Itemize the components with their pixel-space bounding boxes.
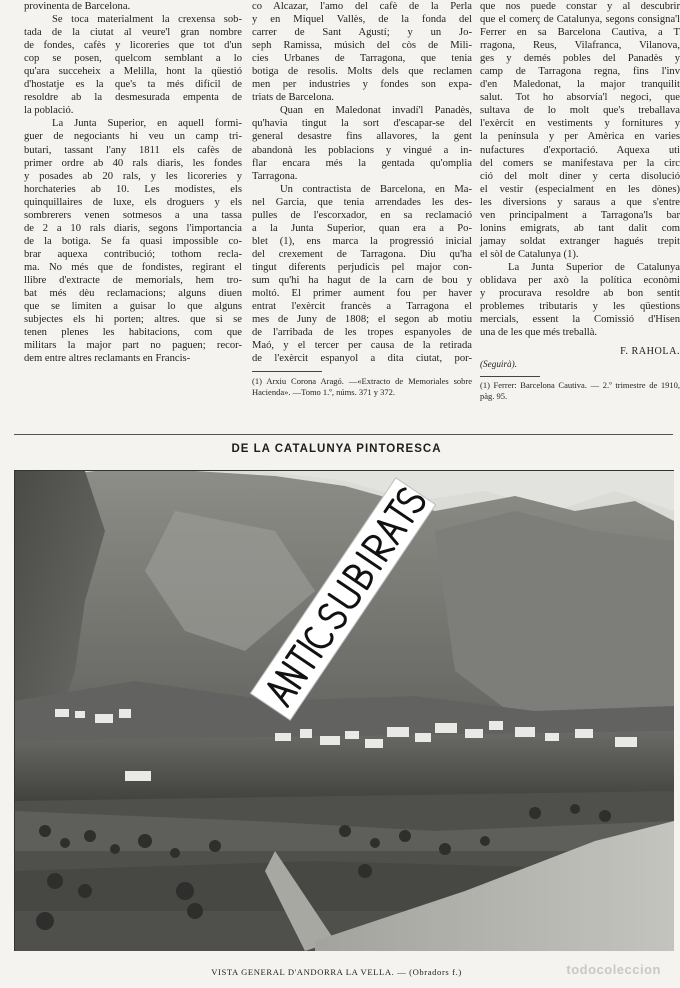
- text-line: pulles de l'escorxador, en sa reclamació: [252, 209, 472, 221]
- text-line: llibre d'extracte de memorials, hem tro-: [24, 274, 242, 286]
- text-line: seph Ramissa, músich del còs de Mili-: [252, 40, 472, 52]
- text-line: del comers se manifestava per la circ: [480, 157, 680, 169]
- text-line: brar aquexa contribució; tothom recla-: [24, 248, 242, 260]
- text-line: de l'arribada de les tropes espanyoles de: [252, 327, 472, 339]
- text-line: butari, tassant l'any 1811 els cafès de: [24, 144, 242, 156]
- text-line: tingut diferents perjudicis pel major con-: [252, 261, 472, 273]
- text-line: provinenta de Barcelona.: [24, 1, 131, 12]
- footnote: (1) Arxiu Corona Aragó. —«Extracto de Memoriales sobre Hacienda». —Tomo 1.º, núms. 371 y 372.: [252, 376, 472, 398]
- text-line: horchateries ab 10. Les modistes, els: [24, 183, 242, 195]
- text-line: problemes tributaris y les qüestions: [480, 301, 680, 313]
- text-line: cies Urbanes de Tarragona, que tenia: [252, 53, 472, 65]
- text-line: l'exèrcit en vestiments y fornitures y: [480, 118, 680, 130]
- text-line: Maó, y el tercer per causa de la retirada: [252, 340, 472, 352]
- text-line: mercials, essent la Comissió d'Hisen: [480, 314, 680, 326]
- text-line: Se toca materialment la crexensa sob-: [52, 14, 242, 26]
- text-line: rragona, Reus, Vilafranca, Vilanova,: [480, 40, 680, 52]
- text-line: el vestir (especialment en les dònes): [480, 183, 680, 195]
- text-line: les diversions y saraus a que s'entre: [480, 196, 680, 208]
- text-line: entrat l'exèrcit francès a Tarragona el: [252, 301, 472, 313]
- text-line: general desastre fins allavores, la gent: [252, 131, 472, 143]
- text-line: triats de Barcelona.: [252, 92, 335, 104]
- text-line: cop se posen, quelcom semblant a lo: [24, 53, 242, 65]
- text-line: botiga de resolis. Molts dels que reclamen: [252, 66, 472, 78]
- text-line: tada de la ciutat al veure'l gran nombre: [24, 27, 242, 39]
- text-line: primer ordre ab 40 rals diaris, les fondes: [24, 157, 242, 169]
- section-title: DE LA CATALUNYA PINTORESCA: [231, 443, 442, 455]
- text-line: oblidava per axò la política econòmi: [480, 274, 680, 286]
- section-divider: [14, 434, 673, 435]
- text-line: quinquillaires de luxe, els droguers y els: [24, 196, 242, 208]
- text-line: resoldre ab la desmesurada empenta de: [24, 92, 242, 104]
- text-column-3: [480, 0, 680, 402]
- landscape-photo: [14, 470, 674, 951]
- text-line: militars la major part no paguen; recor-: [24, 340, 242, 352]
- text-line: moltó. El primer aument fou per haver: [252, 288, 472, 300]
- text-line: co Alcazar, l'amo del cafè de la Perla: [252, 1, 472, 12]
- text-line: ges y demés pobles del Panadès y: [480, 53, 680, 65]
- text-line: blet (1), ens marca la progressió inicial: [252, 235, 472, 247]
- text-line: Un contractista de Barcelona, en Ma-: [280, 183, 472, 195]
- text-line: del crexement de Tarragona. Diu qu'ha: [252, 248, 472, 260]
- text-line: d'en Maledonat, la major tranquilit: [480, 79, 680, 91]
- text-line: Quan en Maledonat invadí'l Panadès,: [280, 105, 472, 117]
- text-line: la població.: [24, 105, 74, 117]
- author-signature: F. RAHOLA.: [620, 346, 680, 358]
- continued-note: (Seguirà).: [480, 359, 517, 370]
- text-line: lonins emigrats, ab tant dalit com: [480, 222, 680, 234]
- text-line: Ferrer en sa Barcelona Cautiva, a T: [480, 27, 680, 39]
- text-line: ma. No més que de fondistes, regirant el: [24, 261, 242, 273]
- text-line: a la Junta Superior, quan era a Po-: [252, 222, 472, 234]
- text-line: guer de negociants hi veu un camp tri-: [24, 131, 242, 143]
- text-line: nufactures d'exportació. Aquexa uti: [480, 144, 680, 156]
- text-line: bat més dèu reclamacions; alguns diuen: [24, 288, 242, 300]
- andorra-valley-illustration: [15, 471, 674, 951]
- text-line: que el comerç de Catalunya, segons consigna'l: [480, 14, 680, 26]
- footnote: (1) Ferrer: Barcelona Cautiva. — 2.º trimestre de 1910, pàg. 95.: [480, 380, 680, 402]
- text-line: subjectes els hi porten; altres. que si se: [24, 314, 242, 326]
- text-line: nel Garcia, que tenia arrendades les des-: [252, 196, 472, 208]
- text-line: camp de Tarragona regna, fins l'inv: [480, 66, 680, 78]
- text-line: que se limiten a guisar lo que alguns: [24, 301, 242, 313]
- text-line: salut. Tot ho absorvía'l negoci, que: [480, 92, 680, 104]
- footnote-rule: [252, 371, 322, 372]
- text-line: flar encara més la gentada qu'omplia: [252, 157, 472, 169]
- text-column-1: [24, 0, 242, 365]
- text-line: mes de Juny de 1808; el segon ab motiu: [252, 314, 472, 326]
- text-line: y posades ab 20 rals, y les licoreries y: [24, 170, 242, 182]
- site-watermark: todocoleccion: [566, 962, 661, 977]
- text-line: La Junta Superior, en aquell formi-: [52, 118, 242, 130]
- text-line: y procurava resoldre ab bon sentit: [480, 288, 680, 300]
- text-line: el sòl de Catalunya (1).: [480, 248, 579, 260]
- text-column-2: [252, 0, 472, 398]
- text-line: tenen plenes les habitacions, com que: [24, 327, 242, 339]
- text-line: La Junta Superior de Catalunya: [508, 261, 680, 273]
- footnote-rule: [480, 376, 540, 377]
- text-line: que nos puede constar y al descubrir: [480, 1, 680, 12]
- text-line: una de les que més treballà.: [480, 327, 598, 339]
- text-line: la península y per Amèrica en varies: [480, 131, 680, 143]
- text-line: carrer de Sant Agustí; y un Jo-: [252, 27, 472, 39]
- text-line: dem entre altres reclamants en Francis-: [24, 353, 191, 365]
- text-line: sombrerers venen sotmesos a una tassa: [24, 209, 242, 221]
- text-line: qu'havia tingut la sort d'escapar-se del: [252, 118, 472, 130]
- text-line: d'hostatje es la que's ta més difícil de: [24, 79, 242, 91]
- text-line: de l'exèrcit espanyol a dita ciutat, por-: [252, 353, 472, 365]
- text-line: de 2 a 10 rals diaris, segons l'importancia: [24, 222, 242, 234]
- text-line: de la botiga. Se fa quasi impossible co-: [24, 235, 242, 247]
- text-line: abandonà les poblacions y vingué a in-: [252, 144, 472, 156]
- photo-caption: VISTA GENERAL D'ANDORRA LA VELLA. — (Obradors f.): [211, 967, 462, 977]
- text-line: de fondes, cafès y licoreries que tot d'un: [24, 40, 242, 52]
- text-line: Tarragona.: [252, 170, 298, 182]
- text-line: ven principalment a Tarragona'ls bar: [480, 209, 680, 221]
- text-line: sum qu'hi ha hagut de la carn de bou y: [252, 274, 472, 286]
- text-line: qu'ara succeheix a Melilla, hont la qüestió: [24, 66, 242, 78]
- text-line: ció del molt diner y certa disolució: [480, 170, 680, 182]
- text-line: sultava de lo molt que's treballava: [480, 105, 680, 117]
- text-line: jamay soldat extranger hagués trepit: [480, 235, 680, 247]
- text-line: y en Miquel Vallès, de la fonda del: [252, 14, 472, 26]
- text-line: men per industries y fondes son expa-: [252, 79, 472, 91]
